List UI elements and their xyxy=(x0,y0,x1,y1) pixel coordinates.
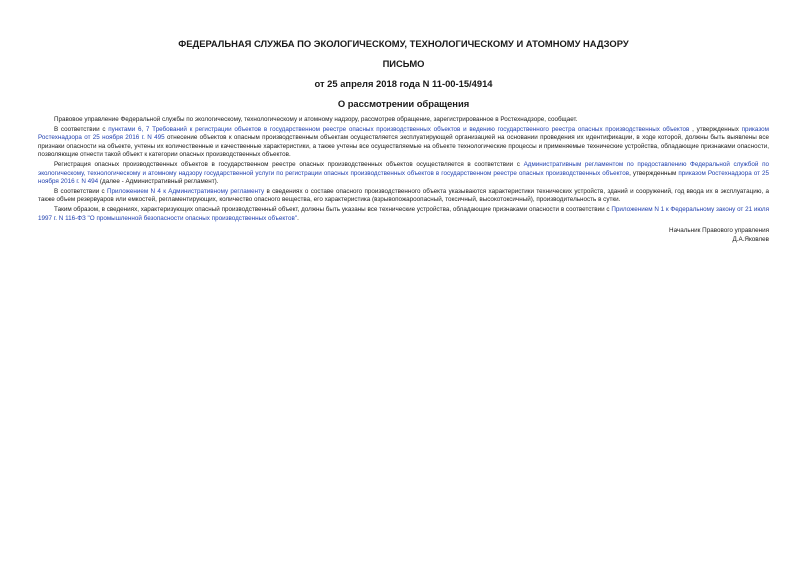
signature-position: Начальник Правового управления xyxy=(669,227,769,235)
link-order-495[interactable]: приказом Ростехнадзора от 25 ноября 2016 г. N 495 xyxy=(38,125,770,142)
paragraph-1 xyxy=(38,116,769,125)
paragraph-1-text: Правовое управление Федеральной службы по экологическому, технологическому и атомному надзору, рассмотрев обращение, зарегистрированное в Ростехнадзоре, сообщает. xyxy=(54,116,578,123)
link-federal-law-116[interactable]: Приложением N 1 к Федеральному закону от 21 июля 1997 г. N 116-ФЗ "О промышленной безопасности опасных производственных объектов" xyxy=(38,205,770,222)
paragraph-2-text-2: , утвержденных xyxy=(689,125,742,133)
document-type: ПИСЬМО xyxy=(382,58,425,69)
paragraph-4 xyxy=(38,188,769,205)
link-appendix-4[interactable]: Приложением N 4 к Административному регламенту xyxy=(107,187,265,195)
link-order-494[interactable]: приказом Ростехнадзора от 25 ноября 2016 г. N 494 xyxy=(38,169,769,186)
paragraph-5 xyxy=(38,206,769,223)
agency-title: ФЕДЕРАЛЬНАЯ СЛУЖБА ПО ЭКОЛОГИЧЕСКОМУ, ТЕХНОЛОГИЧЕСКОМУ И АТОМНОМУ НАДЗОРУ xyxy=(178,38,629,49)
paragraph-4-text-2: в сведениях о составе опасного производственного объекта указываются характеристики технических устройств, зданий и сооружений, год ввода их в эксплуатацию, а также объем резервуаров или емкостей, регламентирующих, количество опасного вещества, его характеристика (взрывопожароопасный, токсичный, высокотоксичный), производительность в сутки. xyxy=(38,187,770,204)
paragraph-2-text-1: В соответствии с xyxy=(54,125,109,133)
paragraph-2-text-3: отнесение объектов к опасным производственным объектам осуществляется эксплуатирующей организацией на основании проведения их идентификации, в ходе которой, должны быть выявлены все признаки опасности на объекте, учтены их количественные и качественные характеристики, а также учтены все осуществляемые на объекте технологические процессы и применяемые технические устройства, обладающие признаками опасности, позволяющие отнести такой объект к категории опасных производственных объектов. xyxy=(38,134,769,159)
paragraph-3 xyxy=(38,161,769,187)
paragraph-5-text-1: Таким образом, в сведениях, характеризующих опасный производственный объект, должны быть указаны все технические устройства, обладающие признаками опасности в соответствии с xyxy=(54,205,612,213)
document-subject: О рассмотрении обращения xyxy=(337,98,470,109)
document-date-number: от 25 апреля 2018 года N 11-00-15/4914 xyxy=(314,78,493,89)
paragraph-3-text-1: Регистрация опасных производственных объектов в государственном реестре опасных производственных объектов осуществляется в соответствии с xyxy=(54,160,524,168)
paragraph-2 xyxy=(38,126,769,160)
link-requirements-clauses[interactable]: пунктами 6, 7 Требований к регистрации объектов в государственном реестре опасных производственных объектов и ведению государственного реестра опасных производственных объектов xyxy=(108,125,690,133)
document-page xyxy=(38,30,769,244)
signature-name: Д.А.Яковлев xyxy=(732,235,769,243)
paragraph-3-text-3: (далее - Административный регламент). xyxy=(98,178,219,186)
paragraph-5-text-2: . xyxy=(297,214,299,222)
paragraph-3-text-2: , утвержденным xyxy=(629,169,679,177)
signature-block xyxy=(38,227,769,244)
link-administrative-regulation[interactable]: Административным регламентом по предоставлению Федеральной службой по экологическому, технологическому и атомному надзору государственной услуги по регистрации опасных производственных объектов в государственном реестре опасных производственных объектов xyxy=(38,160,769,177)
paragraph-4-text-1: В соответствии с xyxy=(54,187,107,195)
